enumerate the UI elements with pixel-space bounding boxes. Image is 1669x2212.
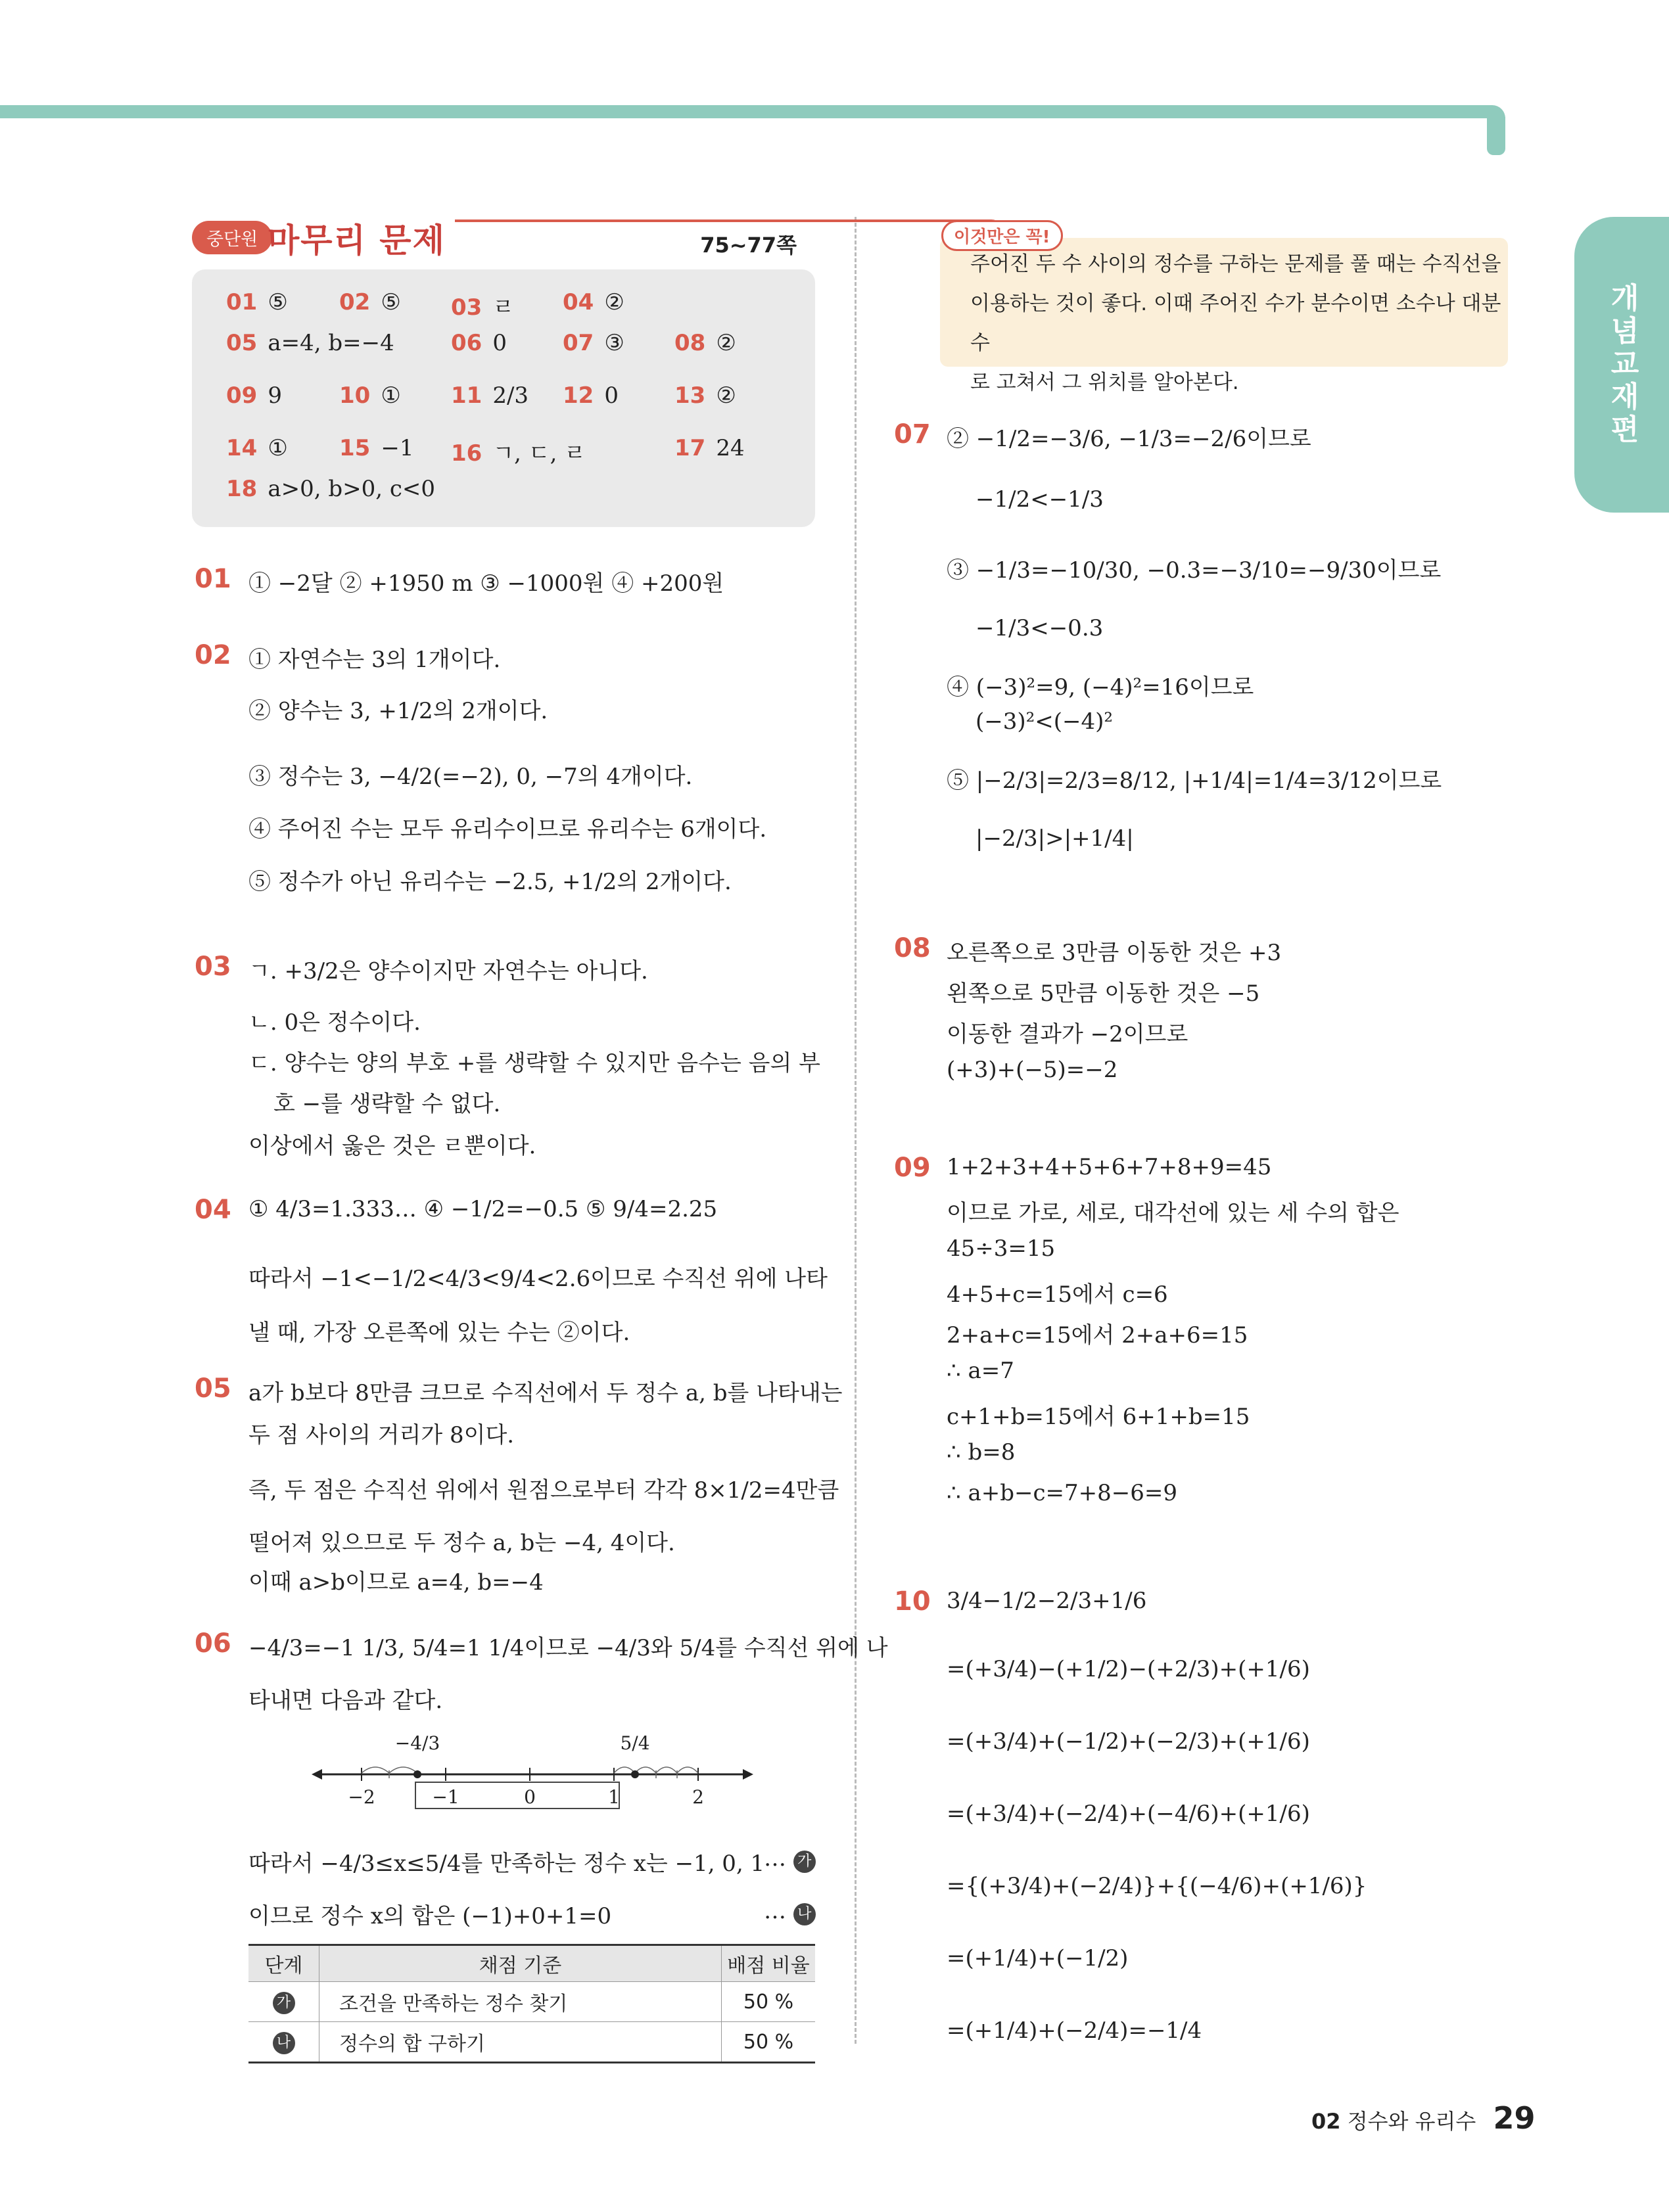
point-marker [631, 1770, 639, 1778]
table-header: 배점 비율 [722, 1945, 816, 1982]
solution-line: ① 4/3=1.333… ④ −1/2=−0.5 ⑤ 9/4=2.25 [248, 1196, 718, 1222]
solution-line: ② 양수는 3, +1/2의 2개이다. [248, 698, 548, 724]
table-header-row [248, 1945, 815, 1982]
solution-line: =(+3/4)−(+1/2)−(+2/3)+(+1/6) [947, 1656, 1310, 1682]
solution-line: ={(+3/4)+(−2/4)}+{(−4/6)+(+1/6)} [947, 1873, 1367, 1899]
solution-line: 떨어져 있으므로 두 정수 a, b는 −4, 4이다. [248, 1530, 675, 1556]
grading-table [248, 1944, 815, 2063]
solution-line: =(+3/4)+(−2/4)+(−4/6)+(+1/6) [947, 1801, 1310, 1827]
table-cell: 나 [248, 2022, 319, 2063]
solution-line: ㄱ. +3/2은 양수이지만 자연수는 아니다. [248, 958, 648, 984]
page-range: 75~77쪽 [700, 233, 797, 258]
answer-item: 17 24 [674, 435, 745, 461]
column-divider [855, 217, 857, 2044]
solution-line: −1/3<−0.3 [976, 615, 1104, 641]
table-row [248, 1982, 815, 2022]
solution-line: 이때 a>b이므로 a=4, b=−4 [248, 1569, 544, 1596]
answer-item: 16 ㄱ, ㄷ, ㄹ [451, 440, 586, 467]
section-badge: 중단원 [192, 221, 272, 254]
point-label: −4/3 [394, 1732, 440, 1754]
answer-item: 04 ② [563, 289, 624, 315]
problem-number: 05 [195, 1373, 231, 1404]
solution-line: ① 자연수는 3의 1개이다. [248, 647, 501, 673]
solution-line: ② −1/2=−3/6, −1/3=−2/6이므로 [947, 426, 1311, 452]
answer-item: 09 9 [226, 382, 282, 409]
side-tab: 개념교재편 [1574, 217, 1669, 513]
solution-line: 따라서 −4/3≤x≤5/4를 만족하는 정수 x는 −1, 0, 1 [248, 1851, 765, 1877]
table-cell: 조건을 만족하는 정수 찾기 [319, 1982, 722, 2022]
solution-line: 이동한 결과가 −2이므로 [947, 1021, 1188, 1048]
answer-item: 15 −1 [339, 435, 414, 461]
solution-line: 2+a+c=15에서 2+a+6=15 [947, 1322, 1248, 1348]
solution-line: ⑤ 정수가 아닌 유리수는 −2.5, +1/2의 2개이다. [248, 869, 732, 895]
solution-line: ⑤ |−2/3|=2/3=8/12, |+1/4|=1/4=3/12이므로 [947, 768, 1442, 794]
problem-number: 09 [894, 1153, 931, 1183]
solution-line: =(+1/4)+(−1/2) [947, 1945, 1129, 1971]
solution-line: 호 −를 생략할 수 없다. [273, 1091, 501, 1117]
solution-line: (−3)²<(−4)² [976, 708, 1114, 735]
answer-item: 13 ② [674, 382, 736, 409]
solution-line: 오른쪽으로 3만큼 이동한 것은 +3 [947, 940, 1282, 966]
solution-line: (+3)+(−5)=−2 [947, 1057, 1118, 1083]
answer-item: 02 ⑤ [339, 289, 401, 315]
table-row [248, 2022, 815, 2063]
step-marker: … 나 [764, 1898, 816, 1925]
solution-line: −1/2<−1/3 [976, 486, 1104, 513]
solution-line: 따라서 −1<−1/2<4/3<9/4<2.6이므로 수직선 위에 나타 [248, 1266, 828, 1292]
solution-line: 이므로 정수 x의 합은 (−1)+0+1=0 [248, 1903, 612, 1929]
solution-line: ∴ b=8 [947, 1439, 1016, 1465]
table-cell: 50 % [722, 2022, 816, 2063]
solution-line: 3/4−1/2−2/3+1/6 [947, 1588, 1147, 1614]
solution-line: ∴ a+b−c=7+8−6=9 [947, 1480, 1177, 1506]
solution-line: 두 점 사이의 거리가 8이다. [248, 1422, 515, 1448]
answer-item: 03 ㄹ [451, 294, 515, 321]
tick-label: 2 [692, 1786, 704, 1808]
solution-line: ③ 정수는 3, −4/2(=−2), 0, −7의 4개이다. [248, 764, 693, 790]
solution-line: 왼쪽으로 5만큼 이동한 것은 −5 [947, 980, 1260, 1007]
callout-badge: 이것만은 꼭! [941, 220, 1063, 251]
answer-summary-box [192, 269, 815, 527]
problem-number: 06 [195, 1628, 231, 1659]
tip-callout [940, 238, 1508, 394]
solution-line: ④ (−3)²=9, (−4)²=16이므로 [947, 674, 1254, 701]
tick-label: −2 [348, 1786, 375, 1808]
problem-number: 10 [894, 1586, 931, 1617]
callout-line: 이용하는 것이 좋다. 이때 주어진 수가 분수이면 소수나 대분수 [970, 292, 1501, 355]
top-decorative-bar [0, 105, 1505, 118]
solution-line: ③ −1/3=−10/30, −0.3=−3/10=−9/30이므로 [947, 557, 1442, 584]
solution-line: ㄴ. 0은 정수이다. [248, 1009, 421, 1036]
section-title: 마무리 문제 [268, 221, 446, 260]
solution-line: 이상에서 옳은 것은 ㄹ뿐이다. [248, 1133, 536, 1159]
problem-number: 07 [894, 419, 931, 449]
solution-line: 1+2+3+4+5+6+7+8+9=45 [947, 1154, 1272, 1180]
point-marker [413, 1770, 421, 1778]
point-label: 5/4 [620, 1732, 650, 1754]
answer-item: 08 ② [674, 330, 736, 356]
tick-label: 0 [524, 1786, 536, 1808]
chapter-number: 02 [1311, 2109, 1341, 2134]
table-cell: 50 % [722, 1982, 816, 2022]
table-header: 채점 기준 [319, 1945, 722, 1982]
solution-line: ∴ a=7 [947, 1358, 1014, 1384]
solution-line: =(+1/4)+(−2/4)=−1/4 [947, 2017, 1202, 2044]
solution-line: c+1+b=15에서 6+1+b=15 [947, 1404, 1250, 1430]
solution-line: a가 b보다 8만큼 크므로 수직선에서 두 정수 a, b를 나타내는 [248, 1380, 843, 1406]
solution-line: ① −2달 ② +1950 m ③ −1000원 ④ +200원 [248, 570, 724, 597]
solution-line: 타내면 다음과 같다. [248, 1688, 443, 1714]
solution-line: 45÷3=15 [947, 1235, 1056, 1262]
number-line-figure [309, 1724, 756, 1816]
right-arrow-icon [743, 1769, 753, 1780]
answer-item: 11 2/3 [451, 382, 529, 409]
page-number: 29 [1493, 2100, 1536, 2136]
callout-line: 로 고쳐서 그 위치를 알아본다. [970, 371, 1239, 394]
tick-label: −1 [432, 1786, 459, 1808]
solution-line: −4/3=−1 1/3, 5/4=1 1/4이므로 −4/3와 5/4를 수직선 위에 나 [248, 1635, 888, 1661]
section-header [192, 217, 816, 263]
solution-line: ㄷ. 양수는 양의 부호 +를 생략할 수 있지만 음수는 음의 부 [248, 1050, 820, 1076]
answer-item: 10 ① [339, 382, 401, 409]
answer-item: 06 0 [451, 330, 507, 356]
solution-line: 이므로 가로, 세로, 대각선에 있는 세 수의 합은 [947, 1200, 1399, 1226]
problem-number: 01 [195, 564, 231, 594]
chapter-title: 정수와 유리수 [1347, 2109, 1476, 2134]
solution-line: 낼 때, 가장 오른쪽에 있는 수는 ②이다. [248, 1320, 630, 1346]
left-arrow-icon [312, 1769, 322, 1780]
answer-item: 18 a>0, b>0, c<0 [226, 476, 435, 502]
answer-item: 01 ⑤ [226, 289, 288, 315]
problem-number: 08 [894, 933, 931, 963]
answer-item: 05 a=4, b=−4 [226, 330, 394, 356]
table-cell: 정수의 합 구하기 [319, 2022, 722, 2063]
callout-line: 주어진 두 수 사이의 정수를 구하는 문제를 풀 때는 수직선을 [970, 252, 1501, 276]
answer-item: 14 ① [226, 435, 288, 461]
problem-number: 02 [195, 640, 231, 670]
problem-number: 04 [195, 1195, 231, 1225]
solution-line: 즉, 두 점은 수직선 위에서 원점으로부터 각각 8×1/2=4만큼 [248, 1477, 839, 1504]
table-cell: 가 [248, 1982, 319, 2022]
solution-line: =(+3/4)+(−1/2)+(−2/3)+(+1/6) [947, 1728, 1310, 1755]
answer-item: 07 ③ [563, 330, 624, 356]
top-decorative-bar-end [1487, 117, 1505, 155]
answer-item: 12 0 [563, 382, 619, 409]
tick-label: 1 [608, 1786, 620, 1808]
table-header: 단계 [248, 1945, 319, 1982]
step-marker: … 가 [764, 1845, 816, 1873]
solution-line: 4+5+c=15에서 c=6 [947, 1281, 1168, 1308]
page-footer [1311, 2100, 1536, 2136]
problem-number: 03 [195, 952, 231, 982]
solution-line: ④ 주어진 수는 모두 유리수이므로 유리수는 6개이다. [248, 816, 767, 842]
solution-line: |−2/3|>|+1/4| [976, 825, 1134, 852]
